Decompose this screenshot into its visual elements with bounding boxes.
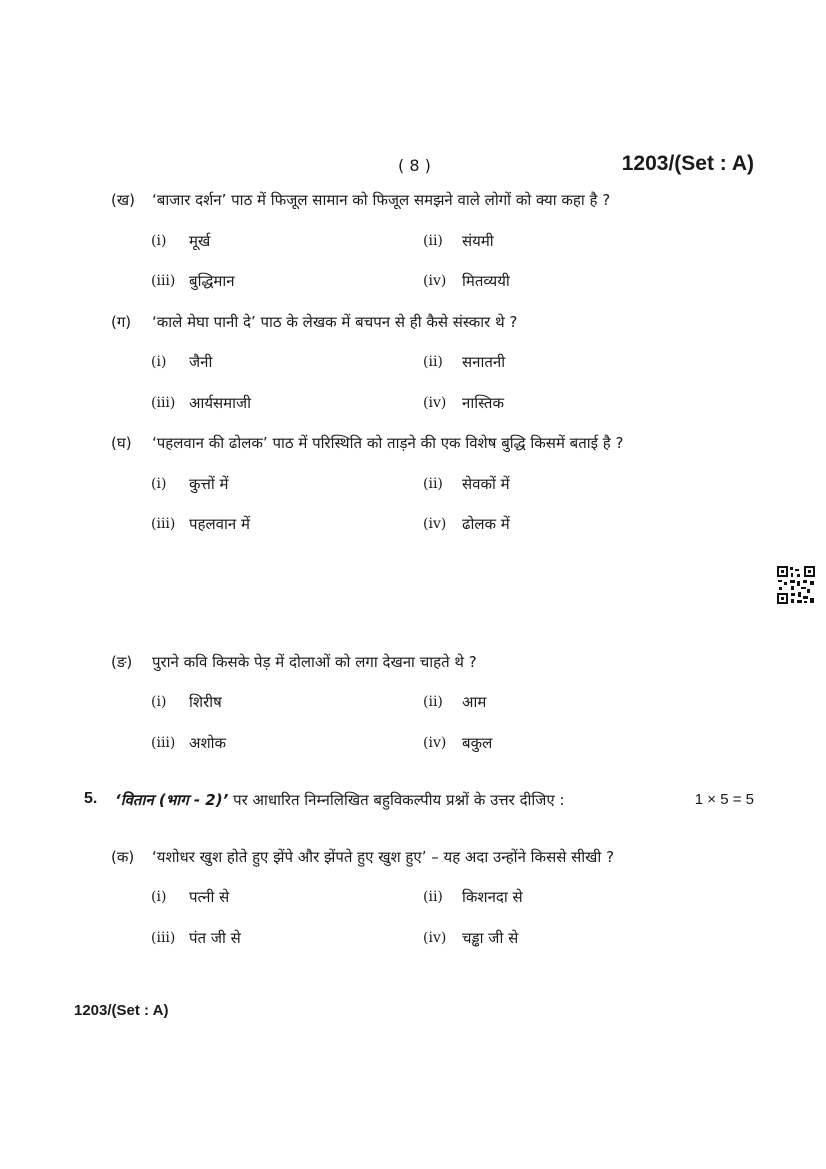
option-text: पत्नी से — [189, 888, 230, 906]
option-text: बकुल — [462, 734, 493, 752]
option-number: (ii) — [423, 889, 443, 905]
option-number: (ii) — [423, 476, 443, 492]
section-title: ‘वितान (भाग - 2)’ — [115, 791, 229, 809]
option-number: (iv) — [423, 395, 447, 411]
qr-code — [776, 565, 816, 605]
option-number: (iii) — [151, 735, 176, 751]
option-text: अशोक — [189, 734, 227, 752]
option-number: (iv) — [423, 735, 447, 751]
option-text: आम — [462, 693, 487, 711]
option-number: (i) — [151, 476, 167, 492]
option-text: जैनी — [189, 353, 213, 371]
paper-code-header: 1203/(Set : A) — [621, 152, 754, 175]
option-number: (iii) — [151, 395, 176, 411]
option-number: (i) — [151, 233, 167, 249]
question-text: ‘बाजार दर्शन’ पाठ में फिजूल सामान को फिजूल समझने वाले लोगों को क्या कहा है ? — [152, 191, 611, 209]
page-number: ( 8 ) — [398, 156, 431, 175]
option-number: (ii) — [423, 233, 443, 249]
question-text: पुराने कवि किसके पेड़ में दोलाओं को लगा देखना चाहते थे ? — [152, 653, 477, 671]
option-number: (ii) — [423, 354, 443, 370]
question-text: ‘यशोधर खुश होते हुए झेंपे और झेंपते हुए खुश हुए’ – यह अदा उन्होंने किससे सीखी ? — [152, 848, 615, 866]
option-text: ढोलक में — [462, 515, 510, 533]
option-text: बुद्धिमान — [189, 272, 235, 290]
question-label: (ग) — [111, 313, 132, 331]
option-text: पंत जी से — [189, 929, 241, 947]
section-number: 5. — [84, 790, 98, 807]
question-label: (ङ) — [111, 653, 133, 671]
section-heading — [115, 790, 565, 810]
option-text: सेवकों में — [462, 475, 510, 493]
question-label: (ख) — [111, 191, 135, 209]
section-instruction: पर आधारित निम्नलिखित बहुविकल्पीय प्रश्नों के उत्तर दीजिए : — [233, 791, 565, 809]
option-text: किशनदा से — [462, 888, 523, 906]
question-text: ‘पहलवान की ढोलक’ पाठ में परिस्थिति को ताड़ने की एक विशेष बुद्धि किसमें बताई है ? — [152, 434, 624, 452]
option-number: (iv) — [423, 273, 447, 289]
option-text: सनातनी — [462, 353, 506, 371]
option-number: (iv) — [423, 930, 447, 946]
question-label: (क) — [111, 848, 135, 866]
option-text: मितव्ययी — [462, 272, 510, 290]
option-text: मूर्ख — [189, 232, 211, 250]
option-number: (iii) — [151, 273, 176, 289]
option-number: (iii) — [151, 930, 176, 946]
option-text: चड्ढा जी से — [462, 929, 519, 947]
option-text: संयमी — [462, 232, 494, 250]
section-marks: 1 × 5 = 5 — [694, 791, 754, 808]
option-number: (i) — [151, 694, 167, 710]
option-number: (i) — [151, 889, 167, 905]
option-number: (i) — [151, 354, 167, 370]
paper-code-footer: 1203/(Set : A) — [74, 1002, 169, 1019]
option-text: शिरीष — [189, 693, 222, 711]
option-number: (iii) — [151, 516, 176, 532]
question-label: (घ) — [111, 434, 132, 452]
question-text: ‘काले मेघा पानी दे’ पाठ के लेखक में बचपन से ही कैसे संस्कार थे ? — [152, 313, 518, 331]
option-text: पहलवान में — [189, 515, 250, 533]
option-number: (iv) — [423, 516, 447, 532]
option-text: नास्तिक — [462, 394, 505, 412]
option-text: आर्यसमाजी — [189, 394, 252, 412]
option-text: कुत्तों में — [189, 475, 229, 493]
option-number: (ii) — [423, 694, 443, 710]
